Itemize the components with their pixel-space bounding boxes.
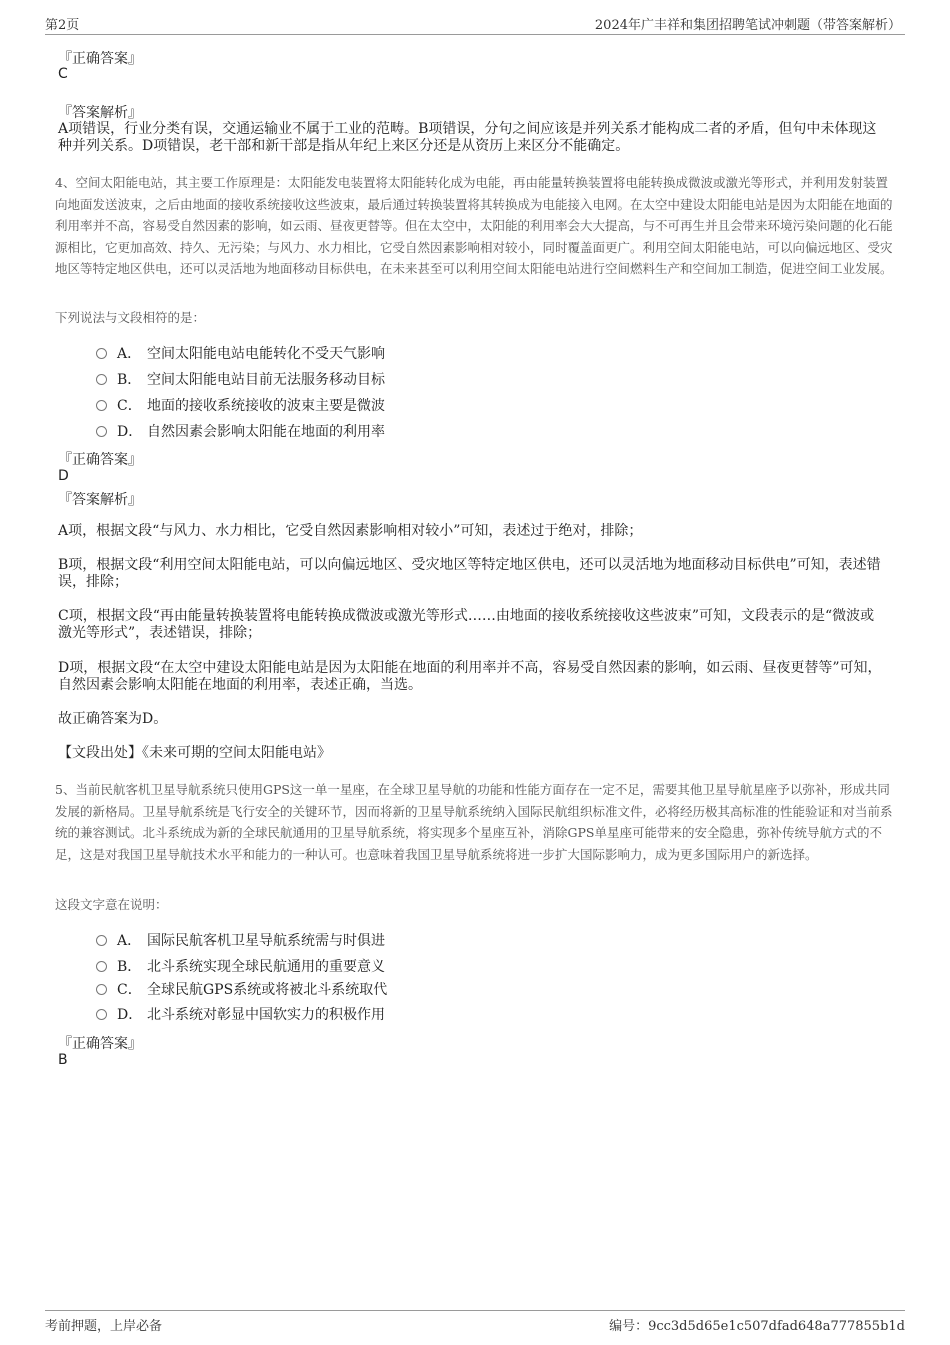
- radio-icon[interactable]: [96, 961, 107, 972]
- q3-analysis: A项错误，行业分类有误，交通运输业不属于工业的范畴。B项错误，分句之间应该是并列关系才能构成二者的矛盾，但句中未体现这种并列关系。D项错误，老干部和新干部是指从年纪上来区分还是从资历上来区分不能确定。: [58, 121, 877, 154]
- q4-answer: D: [58, 468, 69, 484]
- page-footer: [45, 1310, 905, 1333]
- q4-analysis-label: 『答案解析』: [58, 492, 142, 508]
- q4-analysis-d: D项，根据文段“在太空中建设太阳能电站是因为太阳能在地面的利用率并不高，容易受自然因素的影响，如云雨、昼夜更替等”可知，自然因素会影响太阳能在地面的利用率，表述正确，当选。: [58, 660, 882, 693]
- page-header: [45, 14, 905, 35]
- q5-stem: 5、当前民航客机卫星导航系统只使用GPS这一单一星座，在全球卫星导航的功能和性能方面存在一定不足，需要其他卫星导航星座予以弥补，形成共同发展的新格局。卫星导航系统是飞行安全的关键环节，因而将新的卫星导航系统纳入国际民航组织标准文件，必将经历极其高标准的性能验证和对当前系统的兼容测试。北斗系统成为新的全球民航通用的卫星导航系统，将实现多个星座互补，消除GPS单星座可能带来的安全隐患，弥补传统导航方式的不足，这是对我国卫星导航技术水平和能力的一种认可。也意味着我国卫星导航系统将进一步扩大国际影响力，成为更多国际用户的新选择。: [55, 782, 893, 862]
- q4-answer-label: 『正确答案』: [58, 452, 142, 468]
- q4-source: 【文段出处】《未来可期的空间太阳能电站》: [58, 745, 331, 761]
- radio-icon[interactable]: [96, 984, 107, 995]
- q5-answer: B: [58, 1052, 68, 1068]
- radio-icon[interactable]: [96, 426, 107, 437]
- q4-stem: 4、空间太阳能电站，其主要工作原理是：太阳能发电装置将太阳能转化成为电能，再由能量转换装置将电能转换成微波或激光等形式，并利用发射装置向地面发送波束，之后由地面的接收系统接收这些波束，最后通过转换装置将其转换成为电能接入电网。在太空中建设太阳能电站是因为太阳能在地面的利用率并不高，容易受自然因素的影响，如云雨、昼夜更替等。但在太空中，太阳能的利用率会大大提高，与不可再生并且会带来环境污染问题的化石能源相比，它更加高效、持久、无污染；与风力、水力相比，它受自然因素影响相对较小，同时覆盖面更广。利用空间太阳能电站，可以向偏远地区、受灾地区等特定地区供电，还可以灵活地为地面移动目标供电，在未来甚至可以利用空间太阳能电站进行空间燃料生产和空间加工制造，促进空间工业发展。: [55, 175, 893, 276]
- q5-option-d[interactable]: D． 北斗系统对彰显中国软实力的积极作用: [96, 1004, 385, 1024]
- page-number: 第2页: [45, 18, 80, 33]
- footer-slogan: 考前押题，上岸必备: [45, 1319, 163, 1334]
- q5-option-a[interactable]: A． 国际民航客机卫星导航系统需与时俱进: [96, 930, 385, 950]
- radio-icon[interactable]: [96, 348, 107, 359]
- q5-prompt: 这段文字意在说明：: [55, 897, 168, 912]
- q5-answer-label: 『正确答案』: [58, 1036, 142, 1052]
- q4-conclusion: 故正确答案为D。: [58, 711, 168, 727]
- q5-option-c[interactable]: C． 全球民航GPS系统或将被北斗系统取代: [96, 979, 387, 999]
- q3-answer-label: 『正确答案』: [58, 51, 142, 67]
- q5-option-b[interactable]: B． 北斗系统实现全球民航通用的重要意义: [96, 956, 385, 976]
- q3-answer: C: [58, 66, 68, 82]
- q4-option-c[interactable]: C． 地面的接收系统接收的波束主要是微波: [96, 395, 385, 415]
- document-id: 编号：9cc3d5d65e1c507dfad648a777855b1d: [609, 1319, 905, 1334]
- q4-option-a[interactable]: A． 空间太阳能电站电能转化不受天气影响: [96, 343, 385, 363]
- radio-icon[interactable]: [96, 374, 107, 385]
- radio-icon[interactable]: [96, 1009, 107, 1020]
- q3-analysis-label: 『答案解析』: [58, 105, 142, 121]
- document-title: 2024年广丰祥和集团招聘笔试冲刺题（带答案解析）: [594, 18, 901, 33]
- q4-analysis-b: B项，根据文段“利用空间太阳能电站，可以向偏远地区、受灾地区等特定地区供电，还可以灵活地为地面移动目标供电”可知，表述错误，排除；: [58, 557, 881, 590]
- radio-icon[interactable]: [96, 935, 107, 946]
- q4-prompt: 下列说法与文段相符的是：: [55, 310, 206, 325]
- q4-analysis-c: C项，根据文段“再由能量转换装置将电能转换成微波或激光等形式……由地面的接收系统接收这些波束”可知，文段表示的是“微波或激光等形式”，表述错误，排除；: [58, 608, 875, 641]
- q4-option-d[interactable]: D． 自然因素会影响太阳能在地面的利用率: [96, 421, 385, 441]
- q4-analysis-a: A项，根据文段“与风力、水力相比，它受自然因素影响相对较小”可知，表述过于绝对，排除；: [58, 523, 643, 539]
- radio-icon[interactable]: [96, 400, 107, 411]
- q4-option-b[interactable]: B． 空间太阳能电站目前无法服务移动目标: [96, 369, 385, 389]
